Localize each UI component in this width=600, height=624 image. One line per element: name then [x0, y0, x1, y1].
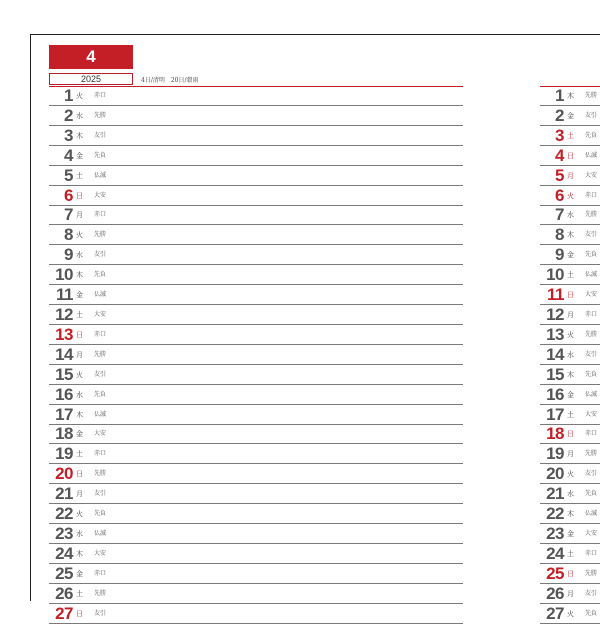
- weekday-label: 木: [567, 231, 574, 240]
- weekday-label: 日: [567, 291, 574, 300]
- day-number: 25: [55, 563, 73, 583]
- day-number: 7: [555, 205, 564, 225]
- weekday-label: 水: [76, 111, 83, 120]
- day-row[interactable]: [540, 127, 600, 146]
- weekday-label: 火: [567, 191, 574, 200]
- weekday-label: 木: [567, 370, 574, 379]
- weekday-label: 月: [567, 450, 574, 459]
- weekday-label: 土: [76, 171, 83, 180]
- rokuyo-label: 先負: [94, 151, 107, 159]
- day-number: 22: [546, 504, 564, 524]
- weekday-label: 木: [76, 410, 83, 419]
- day-row[interactable]: [540, 346, 600, 365]
- day-number: 17: [55, 404, 73, 424]
- day-row[interactable]: [49, 246, 463, 265]
- day-row[interactable]: [49, 465, 463, 484]
- rokuyo-label: 先勝: [94, 350, 107, 358]
- day-number: 9: [64, 245, 73, 265]
- day-row[interactable]: [540, 87, 600, 106]
- day-row[interactable]: [49, 346, 463, 365]
- day-list: [49, 87, 463, 624]
- day-row[interactable]: [49, 565, 463, 584]
- year-label: 2025: [49, 73, 133, 85]
- rokuyo-label: 友引: [94, 490, 107, 498]
- rokuyo-label: 赤口: [585, 549, 598, 557]
- rokuyo-label: 仏滅: [94, 410, 107, 418]
- day-number: 26: [546, 583, 564, 603]
- weekday-label: 金: [76, 569, 83, 578]
- rokuyo-label: 大安: [585, 410, 598, 418]
- day-number: 3: [64, 125, 73, 145]
- day-row[interactable]: [540, 605, 600, 624]
- day-row[interactable]: [49, 206, 463, 225]
- day-number: 21: [546, 484, 564, 504]
- day-number: 4: [64, 145, 73, 165]
- day-number: 5: [64, 165, 73, 185]
- rokuyo-label: 赤口: [94, 330, 107, 338]
- day-number: 7: [64, 205, 73, 225]
- day-row[interactable]: [49, 545, 463, 564]
- day-number: 14: [55, 344, 73, 364]
- day-number: 26: [55, 583, 73, 603]
- rokuyo-label: 仏滅: [585, 271, 598, 279]
- rokuyo-label: 先勝: [94, 111, 107, 119]
- weekday-label: 日: [567, 430, 574, 439]
- day-number: 16: [546, 384, 564, 404]
- day-number: 15: [55, 364, 73, 384]
- day-row[interactable]: [540, 226, 600, 245]
- day-number: 13: [546, 324, 564, 344]
- day-number: 21: [55, 484, 73, 504]
- day-row[interactable]: [49, 147, 463, 166]
- day-row[interactable]: [49, 505, 463, 524]
- weekday-label: 日: [76, 330, 83, 339]
- day-row[interactable]: [49, 525, 463, 544]
- day-number: 23: [55, 523, 73, 543]
- day-row[interactable]: [540, 246, 600, 265]
- rokuyo-label: 先負: [94, 271, 107, 279]
- day-number: 6: [555, 185, 564, 205]
- rokuyo-label: 先勝: [94, 470, 107, 478]
- rokuyo-label: 友引: [94, 370, 107, 378]
- day-row[interactable]: [49, 286, 463, 305]
- rokuyo-label: 先勝: [585, 211, 598, 219]
- rokuyo-label: 赤口: [94, 92, 107, 99]
- rokuyo-label: 友引: [585, 231, 598, 239]
- rokuyo-label: 赤口: [94, 569, 107, 577]
- weekday-label: 木: [76, 131, 83, 140]
- day-number: 12: [546, 304, 564, 324]
- rokuyo-label: 友引: [585, 350, 598, 358]
- day-number: 10: [546, 265, 564, 285]
- day-row[interactable]: [49, 306, 463, 325]
- rokuyo-label: 大安: [94, 549, 107, 557]
- month-label: 4: [49, 45, 133, 69]
- weekday-label: 金: [76, 151, 83, 160]
- day-row[interactable]: [49, 605, 463, 624]
- day-number: 10: [55, 265, 73, 285]
- day-number: 2: [64, 105, 73, 125]
- day-number: 27: [546, 603, 564, 623]
- day-number: 11: [547, 285, 564, 305]
- weekday-label: 金: [567, 390, 574, 399]
- day-row[interactable]: [49, 425, 463, 444]
- day-number: 8: [555, 225, 564, 245]
- weekday-label: 水: [76, 390, 83, 399]
- weekday-label: 月: [567, 310, 574, 319]
- rokuyo-label: 赤口: [94, 450, 107, 458]
- day-number: 18: [55, 424, 73, 444]
- day-number: 8: [64, 225, 73, 245]
- weekday-label: 火: [76, 231, 83, 240]
- weekday-label: 日: [567, 569, 574, 578]
- weekday-label: 月: [76, 490, 83, 499]
- day-row[interactable]: [49, 585, 463, 604]
- day-row[interactable]: [540, 266, 600, 285]
- weekday-label: 金: [567, 529, 574, 538]
- calendar-page-april: [30, 34, 502, 623]
- weekday-label: 水: [76, 251, 83, 260]
- day-row[interactable]: [49, 485, 463, 504]
- rokuyo-label: 仏滅: [585, 510, 598, 518]
- weekday-label: 火: [567, 609, 574, 618]
- weekday-label: 火: [567, 330, 574, 339]
- rokuyo-label: 先負: [585, 251, 598, 259]
- calendar-page-next-month: [500, 34, 600, 623]
- rokuyo-label: 仏滅: [94, 291, 107, 299]
- day-row[interactable]: [49, 87, 463, 106]
- rokuyo-label: 先勝: [94, 589, 107, 597]
- day-row[interactable]: [49, 187, 463, 206]
- weekday-label: 木: [76, 549, 83, 558]
- rokuyo-label: 先勝: [94, 231, 107, 239]
- day-number: 19: [55, 444, 73, 464]
- weekday-label: 月: [567, 589, 574, 598]
- rokuyo-label: 友引: [585, 589, 598, 597]
- rokuyo-label: 友引: [94, 251, 107, 259]
- weekday-label: 火: [76, 92, 83, 100]
- rokuyo-label: 先負: [585, 370, 598, 378]
- day-row[interactable]: [540, 187, 600, 206]
- rokuyo-label: 赤口: [585, 430, 598, 438]
- rokuyo-label: 仏滅: [585, 151, 598, 159]
- day-number: 12: [55, 304, 73, 324]
- day-number: 15: [546, 364, 564, 384]
- day-number: 9: [555, 245, 564, 265]
- rokuyo-label: 先勝: [585, 92, 598, 99]
- day-number: 2: [555, 105, 564, 125]
- weekday-label: 日: [76, 191, 83, 200]
- rokuyo-label: 大安: [585, 171, 598, 179]
- day-row[interactable]: [540, 505, 600, 524]
- rokuyo-label: 大安: [585, 291, 598, 299]
- day-number: 23: [546, 523, 564, 543]
- rokuyo-label: 大安: [94, 310, 107, 318]
- rokuyo-label: 赤口: [585, 310, 598, 318]
- solar-terms-note: 4日/清明 20日/穀雨: [141, 77, 199, 84]
- rokuyo-label: 先負: [585, 131, 598, 139]
- weekday-label: 木: [567, 510, 574, 519]
- weekday-label: 金: [76, 291, 83, 300]
- weekday-label: 水: [76, 529, 83, 538]
- rokuyo-label: 先負: [94, 390, 107, 398]
- weekday-label: 水: [567, 211, 574, 220]
- day-number: 19: [546, 444, 564, 464]
- day-row[interactable]: [49, 366, 463, 385]
- weekday-label: 水: [567, 350, 574, 359]
- rokuyo-label: 大安: [94, 191, 107, 199]
- rokuyo-label: 仏滅: [94, 529, 107, 537]
- day-number: 13: [55, 324, 73, 344]
- weekday-label: 火: [76, 510, 83, 519]
- rokuyo-label: 仏滅: [585, 390, 598, 398]
- weekday-label: 土: [567, 271, 574, 280]
- weekday-label: 月: [76, 211, 83, 220]
- rokuyo-label: 友引: [94, 609, 107, 617]
- day-row[interactable]: [49, 266, 463, 285]
- day-number: 25: [546, 563, 564, 583]
- day-row[interactable]: [49, 445, 463, 464]
- rokuyo-label: 先負: [94, 510, 107, 518]
- day-row[interactable]: [540, 425, 600, 444]
- day-number: 6: [64, 185, 73, 205]
- day-row[interactable]: [49, 386, 463, 405]
- day-number: 24: [55, 543, 73, 563]
- weekday-label: 木: [567, 92, 574, 100]
- day-row[interactable]: [540, 167, 600, 186]
- day-row[interactable]: [540, 326, 600, 345]
- rokuyo-label: 先負: [585, 609, 598, 617]
- day-row[interactable]: [540, 406, 600, 425]
- day-number: 24: [546, 543, 564, 563]
- day-row[interactable]: [49, 226, 463, 245]
- day-number: 20: [546, 464, 564, 484]
- rokuyo-label: 友引: [585, 111, 598, 119]
- day-row[interactable]: [540, 465, 600, 484]
- weekday-label: 木: [76, 271, 83, 280]
- rokuyo-label: 友引: [94, 131, 107, 139]
- day-row[interactable]: [49, 107, 463, 126]
- weekday-label: 金: [76, 430, 83, 439]
- day-row[interactable]: [540, 445, 600, 464]
- day-row[interactable]: [540, 545, 600, 564]
- rokuyo-label: 先勝: [585, 569, 598, 577]
- day-row[interactable]: [540, 286, 600, 305]
- rokuyo-label: 先勝: [585, 330, 598, 338]
- rokuyo-label: 先負: [585, 490, 598, 498]
- weekday-label: 金: [567, 111, 574, 120]
- weekday-label: 土: [567, 549, 574, 558]
- day-number: 5: [555, 165, 564, 185]
- rokuyo-label: 仏滅: [94, 171, 107, 179]
- day-row[interactable]: [49, 127, 463, 146]
- rokuyo-label: 大安: [94, 430, 107, 438]
- weekday-label: 月: [76, 350, 83, 359]
- weekday-label: 日: [567, 151, 574, 160]
- day-row[interactable]: [540, 525, 600, 544]
- day-row[interactable]: [49, 326, 463, 345]
- day-number: 14: [546, 344, 564, 364]
- weekday-label: 水: [567, 490, 574, 499]
- weekday-label: 土: [567, 131, 574, 140]
- weekday-label: 土: [76, 589, 83, 598]
- rokuyo-label: 友引: [585, 470, 598, 478]
- day-number: 4: [555, 145, 564, 165]
- day-number: 20: [55, 464, 73, 484]
- weekday-label: 日: [76, 470, 83, 479]
- day-row[interactable]: [540, 485, 600, 504]
- day-number: 1: [64, 86, 73, 105]
- day-row[interactable]: [540, 306, 600, 325]
- day-row[interactable]: [540, 206, 600, 225]
- day-number: 18: [546, 424, 564, 444]
- weekday-label: 土: [76, 450, 83, 459]
- day-row[interactable]: [540, 147, 600, 166]
- day-number: 3: [555, 125, 564, 145]
- day-row[interactable]: [540, 366, 600, 385]
- weekday-label: 日: [76, 609, 83, 618]
- weekday-label: 土: [567, 410, 574, 419]
- day-list: [540, 87, 600, 624]
- weekday-label: 月: [567, 171, 574, 180]
- day-number: 11: [56, 285, 73, 305]
- rokuyo-label: 赤口: [94, 211, 107, 219]
- weekday-label: 火: [567, 470, 574, 479]
- day-number: 27: [55, 603, 73, 623]
- weekday-label: 火: [76, 370, 83, 379]
- day-number: 22: [55, 504, 73, 524]
- day-number: 17: [546, 404, 564, 424]
- day-row[interactable]: [540, 585, 600, 604]
- day-row[interactable]: [540, 107, 600, 126]
- rokuyo-label: 赤口: [585, 191, 598, 199]
- day-row[interactable]: [49, 406, 463, 425]
- day-number: 1: [555, 86, 564, 105]
- day-row[interactable]: [49, 167, 463, 186]
- rokuyo-label: 先勝: [585, 450, 598, 458]
- day-row[interactable]: [540, 565, 600, 584]
- weekday-label: 土: [76, 310, 83, 319]
- day-number: 16: [55, 384, 73, 404]
- day-row[interactable]: [540, 386, 600, 405]
- rokuyo-label: 大安: [585, 529, 598, 537]
- weekday-label: 金: [567, 251, 574, 260]
